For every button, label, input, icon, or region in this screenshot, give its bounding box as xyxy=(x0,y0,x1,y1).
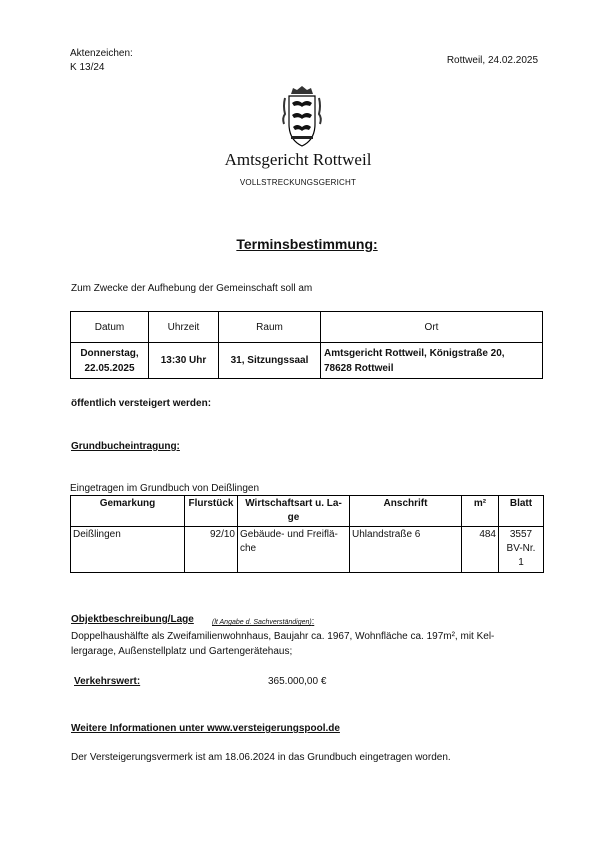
header-uhrzeit: Uhrzeit xyxy=(149,312,219,343)
datum-date: 22.05.2025 xyxy=(84,362,135,374)
cell-anschrift: Uhlandstraße 6 xyxy=(350,527,462,573)
objekt-line-2: lergarage, Außenstellplatz und Gartengerätehaus; xyxy=(71,646,293,657)
court-name: Amtsgericht Rottweil xyxy=(224,150,372,169)
cell-wirtschaftsart xyxy=(238,527,350,573)
objekt-note-text: (lt Angabe d. Sachverständigen) xyxy=(212,619,312,626)
aktenzeichen-label: Aktenzeichen: xyxy=(70,48,133,59)
verkehrswert-value: 365.000,00 € xyxy=(268,676,327,687)
cell-m2: 484 xyxy=(462,527,499,573)
wirtschaftsart-line-2: che xyxy=(240,543,257,554)
cell-ort xyxy=(321,343,543,379)
grundbuch-heading: Grundbucheintragung: xyxy=(71,441,180,452)
eingetragen-text: Eingetragen im Grundbuch von Deißlingen xyxy=(70,483,259,494)
cell-raum: 31, Sitzungssaal xyxy=(219,343,321,379)
objekt-note-colon: : xyxy=(311,616,315,626)
aktenzeichen-value: K 13/24 xyxy=(70,62,105,73)
termin-table-header xyxy=(71,312,543,343)
header-wirtschaftsart xyxy=(238,496,350,527)
blatt-line-3: 1 xyxy=(518,557,524,568)
header-ort: Ort xyxy=(321,312,543,343)
blatt-line-1: 3557 xyxy=(509,529,533,540)
header-gemarkung: Gemarkung xyxy=(71,496,185,527)
wirtschaftsart-line-1: Gebäude- und Freiflä- xyxy=(240,529,338,540)
ort-line-1: Amtsgericht Rottweil, Königstraße 20, xyxy=(324,347,505,359)
datum-weekday: Donnerstag, xyxy=(80,347,139,359)
wirtschaftsart-header-line-2: ge xyxy=(287,512,300,523)
objekt-line-1: Doppelhaushälfte als Zweifamilienwohnhaus, Baujahr ca. 1967, Wohnfläche ca. 197m², mit Kel- xyxy=(71,631,495,642)
wirtschaftsart-header-line-1: Wirtschaftsart u. La- xyxy=(245,498,342,509)
weitere-info-link: Weitere Informationen unter www.versteigerungspool.de xyxy=(71,723,340,734)
place-date: Rottweil, 24.02.2025 xyxy=(446,55,538,66)
objekt-description xyxy=(71,629,551,659)
verkehrswert-label: Verkehrswert: xyxy=(74,676,141,687)
court-department: VOLLSTRECKUNGSGERICHT xyxy=(239,178,357,187)
header-blatt: Blatt xyxy=(499,496,544,527)
intro-text: Zum Zwecke der Aufhebung der Gemeinschaft soll am xyxy=(71,283,313,294)
objekt-heading: Objektbeschreibung/Lage xyxy=(71,614,194,625)
versteigert-text: öffentlich versteigert werden: xyxy=(71,398,212,409)
grundbuch-table-row xyxy=(71,527,544,573)
ort-line-2: 78628 Rottweil xyxy=(324,362,394,374)
cell-uhrzeit: 13:30 Uhr xyxy=(149,343,219,379)
header-anschrift: Anschrift xyxy=(350,496,462,527)
grundbuch-table xyxy=(70,495,544,573)
header-datum: Datum xyxy=(71,312,149,343)
cell-datum xyxy=(71,343,149,379)
document-title: Terminsbestimmung: xyxy=(236,236,378,252)
objekt-note xyxy=(212,616,314,626)
termin-table xyxy=(70,311,543,379)
cell-flurstueck: 92/10 xyxy=(185,527,238,573)
header-flurstueck: Flurstück xyxy=(185,496,238,527)
aktenzeichen-block xyxy=(70,47,133,75)
cell-blatt xyxy=(499,527,544,573)
vermerk-text: Der Versteigerungsvermerk ist am 18.06.2024 in das Grundbuch eingetragen worden. xyxy=(71,752,451,763)
header-raum: Raum xyxy=(219,312,321,343)
termin-table-row xyxy=(71,343,543,379)
cell-gemarkung: Deißlingen xyxy=(71,527,185,573)
coat-of-arms-icon xyxy=(279,84,325,148)
header-m2: m² xyxy=(462,496,499,527)
grundbuch-table-header xyxy=(71,496,544,527)
blatt-line-2: BV-Nr. xyxy=(506,543,536,554)
